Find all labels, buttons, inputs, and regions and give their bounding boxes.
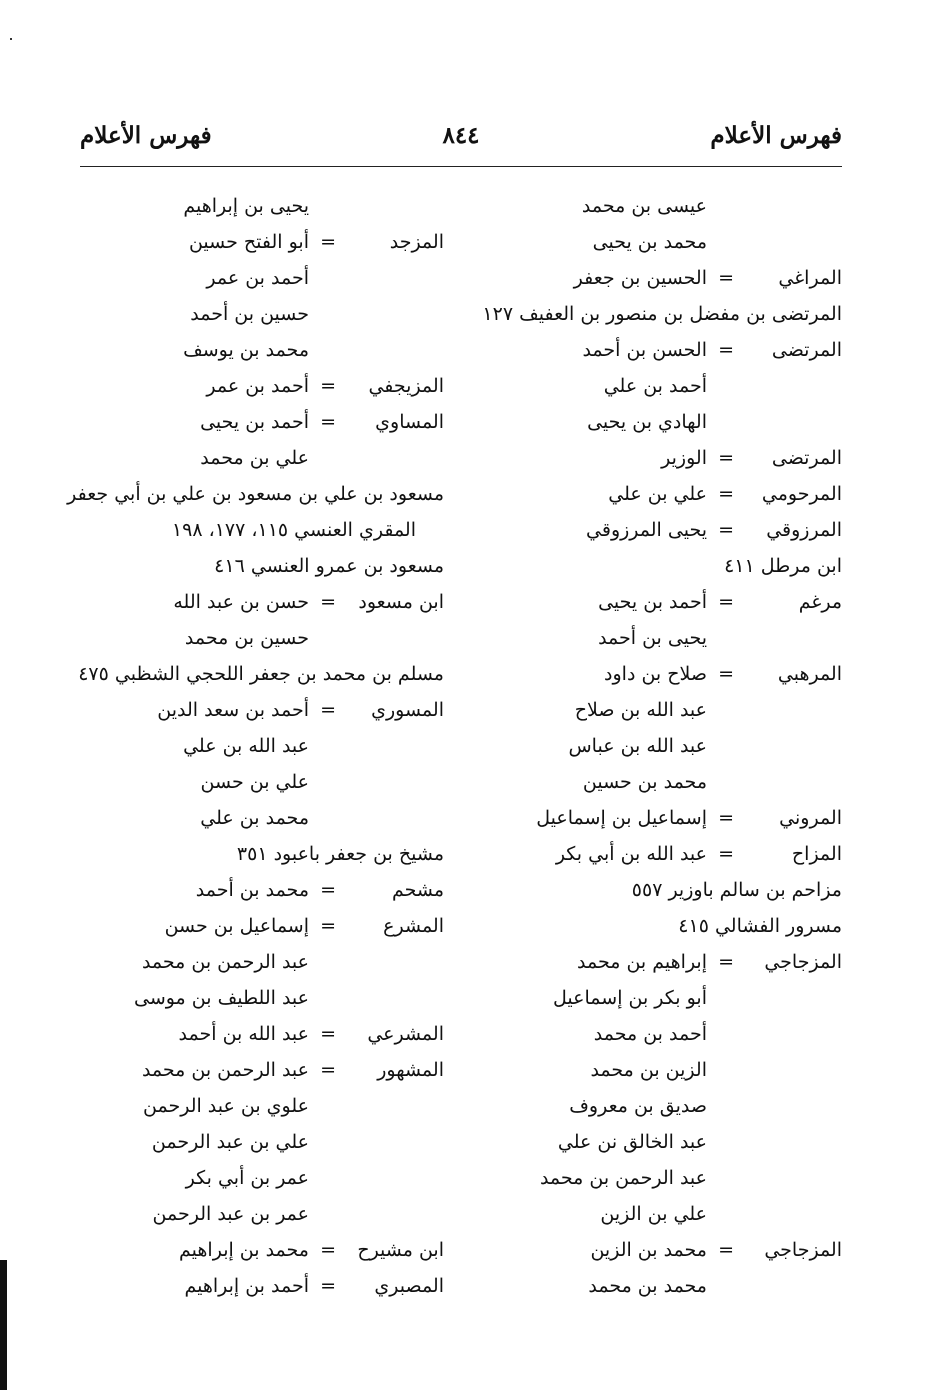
entry-name: عبد الله بن أحمد — [178, 1023, 309, 1045]
entry-name: صلاح بن داود — [604, 663, 707, 685]
index-entry — [69, 368, 444, 404]
entry-name: عمر بن أبي بكر — [185, 1167, 309, 1189]
index-entry — [69, 1052, 444, 1088]
entry-name: عبد الرحمن بن محمد — [141, 1059, 309, 1081]
index-entry — [69, 548, 444, 584]
entry-equals-sign: = — [320, 1023, 336, 1045]
entry-name: أحمد بن علي — [603, 375, 707, 397]
entry-full-text: مسلم بن محمد بن جعفر اللحجي الشظبي ٤٧٥ — [78, 663, 444, 685]
entry-equals-sign: = — [718, 267, 734, 289]
entry-name: محمد بن محمد — [588, 1275, 707, 1297]
index-entry — [69, 1088, 444, 1124]
index-entry — [69, 440, 444, 476]
index-entry — [467, 1052, 842, 1088]
entry-surname: المرزوقي — [766, 519, 842, 541]
entry-surname: المزجاجي — [764, 951, 842, 973]
entry-equals-sign: = — [320, 1059, 336, 1081]
index-entry — [467, 476, 842, 512]
entry-name: الحسين بن جعفر — [573, 267, 707, 289]
entry-name: عبد الله بن عباس — [568, 735, 707, 757]
index-entry — [467, 188, 842, 224]
entry-name: عبد الله بن علي — [183, 735, 309, 757]
entry-name: عبد الله بن صلاح — [574, 699, 707, 721]
index-entry — [69, 872, 444, 908]
entry-name: أحمد بن عمر — [206, 267, 309, 289]
entry-name: عمر بن عبد الرحمن — [152, 1203, 309, 1225]
entry-name: محمد بن الزين — [590, 1239, 707, 1261]
entry-name: الهادي بن يحيى — [587, 411, 707, 433]
index-entry — [69, 332, 444, 368]
entry-name: أحمد بن محمد — [593, 1023, 707, 1045]
scan-edge-shadow — [0, 1260, 7, 1390]
entry-surname: المزجد — [389, 231, 444, 253]
entry-name: علوي بن عبد الرحمن — [143, 1095, 309, 1117]
entry-name: الوزير — [661, 447, 707, 469]
entry-name: محمد بن حسين — [582, 771, 707, 793]
index-entry — [467, 620, 842, 656]
entry-name: أبو الفتح حسين — [188, 231, 309, 253]
entry-name: أحمد بن عمر — [206, 375, 309, 397]
index-entry — [69, 1196, 444, 1232]
index-entry — [467, 692, 842, 728]
index-entry — [467, 1196, 842, 1232]
entry-name: إبراهيم بن محمد — [577, 951, 707, 973]
index-entry — [467, 728, 842, 764]
index-entry — [69, 1268, 444, 1304]
entry-name: أحمد بن يحيى — [200, 411, 309, 433]
entry-equals-sign: = — [320, 375, 336, 397]
running-title-left: فهرس الأعلام — [80, 122, 212, 149]
entry-name: عبد اللطيف بن موسى — [133, 987, 309, 1009]
entry-equals-sign: = — [320, 699, 336, 721]
entry-surname: مشحم — [391, 879, 444, 901]
entry-surname: المرتضى — [771, 447, 842, 469]
entry-equals-sign: = — [718, 1239, 734, 1261]
entry-name: صديق بن معروف — [569, 1095, 707, 1117]
entry-name: محمد بن يوسف — [183, 339, 309, 361]
index-entry — [467, 1124, 842, 1160]
index-entry — [467, 656, 842, 692]
entry-continuation: المقري العنسي ١١٥، ١٧٧، ١٩٨ — [171, 519, 416, 541]
index-entry — [69, 800, 444, 836]
index-entry — [69, 944, 444, 980]
entry-equals-sign: = — [320, 591, 336, 613]
index-entry — [467, 368, 842, 404]
index-entry — [467, 548, 842, 584]
entry-surname: ابن مسعود — [358, 591, 444, 613]
index-entry — [467, 332, 842, 368]
index-entry — [467, 800, 842, 836]
entry-equals-sign: = — [718, 591, 734, 613]
entry-equals-sign: = — [320, 231, 336, 253]
index-entry — [467, 764, 842, 800]
entry-full-text: مسعود بن علي بن مسعود بن علي بن أبي جعفر — [67, 483, 444, 505]
entry-name: محمد بن أحمد — [195, 879, 309, 901]
entry-surname: ابن مشيرح — [357, 1239, 444, 1261]
entry-name: محمد بن يحيى — [592, 231, 707, 253]
entry-equals-sign: = — [718, 519, 734, 541]
entry-equals-sign: = — [320, 1275, 336, 1297]
index-entry — [69, 1016, 444, 1052]
index-entry — [69, 908, 444, 944]
index-entry — [69, 512, 444, 548]
entry-name: عيسى بن محمد — [581, 195, 707, 217]
index-entry — [467, 512, 842, 548]
entry-name: عبد الرحمن بن محمد — [141, 951, 309, 973]
entry-equals-sign: = — [320, 879, 336, 901]
entry-name: عبد الرحمن بن محمد — [539, 1167, 707, 1189]
index-entry — [467, 224, 842, 260]
index-entry — [467, 584, 842, 620]
entry-surname: المرهبي — [777, 663, 842, 685]
index-entry — [69, 404, 444, 440]
index-entry — [467, 1088, 842, 1124]
entry-name: حسين بن محمد — [184, 627, 309, 649]
index-entry — [69, 296, 444, 332]
entry-surname: مرغم — [798, 591, 842, 613]
entry-full-text: مسعود بن عمرو العنسي ٤١٦ — [214, 555, 444, 577]
index-entry — [69, 836, 444, 872]
entry-surname: المزاح — [791, 843, 842, 865]
entry-equals-sign: = — [320, 1239, 336, 1261]
entry-surname: المصبري — [374, 1275, 444, 1297]
entry-equals-sign: = — [718, 951, 734, 973]
entry-surname: المزجاجي — [764, 1239, 842, 1261]
page-header — [80, 122, 842, 162]
entry-name: محمد بن علي — [200, 807, 309, 829]
entry-surname: المزيجفي — [368, 375, 444, 397]
entry-name: يحيى المرزوقي — [586, 519, 707, 541]
index-entry — [69, 224, 444, 260]
index-entry — [69, 692, 444, 728]
entry-equals-sign: = — [718, 843, 734, 865]
index-entry — [69, 620, 444, 656]
entry-name: إسماعيل بن حسن — [164, 915, 309, 937]
index-entry — [69, 1124, 444, 1160]
entry-name: حسن بن عبد الله — [173, 591, 309, 613]
entry-surname: المروني — [779, 807, 842, 829]
entry-full-text: مزاحم بن سالم باوزير ٥٥٧ — [631, 879, 842, 901]
entry-name: علي بن عبد الرحمن — [151, 1131, 309, 1153]
index-entry — [467, 908, 842, 944]
index-entry — [69, 764, 444, 800]
scan-speck — [10, 38, 12, 40]
index-entry — [467, 404, 842, 440]
entry-equals-sign: = — [718, 483, 734, 505]
entry-surname: المراغي — [778, 267, 842, 289]
entry-surname: المشرع — [383, 915, 444, 937]
entry-name: عبد الخالق نن علي — [557, 1131, 707, 1153]
entry-full-text: ابن مرطل ٤١١ — [724, 555, 842, 577]
entry-equals-sign: = — [320, 915, 336, 937]
index-entry — [467, 1268, 842, 1304]
entry-equals-sign: = — [320, 411, 336, 433]
index-entry — [69, 260, 444, 296]
index-entry — [69, 1232, 444, 1268]
entry-name: محمد بن إبراهيم — [179, 1239, 309, 1261]
index-entry — [467, 980, 842, 1016]
entry-equals-sign: = — [718, 807, 734, 829]
index-column-right — [467, 188, 842, 1304]
page-number: ٨٤٤ — [442, 122, 480, 149]
index-entry — [69, 728, 444, 764]
entry-name: أحمد بن سعد الدين — [157, 699, 309, 721]
index-entry — [69, 1160, 444, 1196]
entry-surname: المشهور — [377, 1059, 444, 1081]
entry-surname: المشرعي — [367, 1023, 444, 1045]
index-entry — [467, 296, 842, 332]
entry-name: الزين بن محمد — [590, 1059, 707, 1081]
entry-equals-sign: = — [718, 663, 734, 685]
index-entry — [69, 656, 444, 692]
index-entry — [467, 1016, 842, 1052]
entry-name: حسين بن أحمد — [190, 303, 309, 325]
index-entry — [467, 260, 842, 296]
entry-surname: المسوري — [371, 699, 444, 721]
entry-name: الحسن بن أحمد — [582, 339, 707, 361]
entry-name: إسماعيل بن إسماعيل — [536, 807, 707, 829]
entry-name: يحيى بن أحمد — [598, 627, 707, 649]
index-column-left — [69, 188, 444, 1304]
entry-full-text: مسرور الفشالي ٤١٥ — [678, 915, 842, 937]
entry-name: عبد الله بن أبي بكر — [555, 843, 707, 865]
index-entry — [69, 476, 444, 512]
entry-name: أبو بكر بن إسماعيل — [553, 987, 707, 1009]
entry-surname: المرتضى — [771, 339, 842, 361]
index-entry — [467, 440, 842, 476]
entry-name: علي بن محمد — [200, 447, 309, 469]
entry-full-text: المرتضى بن مفضل بن منصور بن العفيف ١٢٧ — [482, 303, 842, 325]
entry-surname: المساوي — [375, 411, 444, 433]
entry-name: علي بن الزين — [600, 1203, 707, 1225]
entry-name: أحمد بن إبراهيم — [184, 1275, 309, 1297]
index-entry — [467, 836, 842, 872]
entry-name: أحمد بن يحيى — [598, 591, 707, 613]
index-entry — [467, 944, 842, 980]
entry-name: علي بن حسن — [200, 771, 309, 793]
entry-name: علي بن علي — [608, 483, 707, 505]
index-entry — [69, 584, 444, 620]
entry-name: يحيى بن إبراهيم — [183, 195, 309, 217]
header-rule — [80, 166, 842, 167]
index-entry — [467, 872, 842, 908]
index-entry — [69, 188, 444, 224]
index-entry — [467, 1232, 842, 1268]
entry-equals-sign: = — [718, 339, 734, 361]
running-title-right: فهرس الأعلام — [710, 122, 842, 149]
index-entry — [69, 980, 444, 1016]
entry-full-text: مشيخ بن جعفر باعبود ٣٥١ — [236, 843, 444, 865]
entry-equals-sign: = — [718, 447, 734, 469]
index-entry — [467, 1160, 842, 1196]
entry-surname: المرحومي — [761, 483, 842, 505]
